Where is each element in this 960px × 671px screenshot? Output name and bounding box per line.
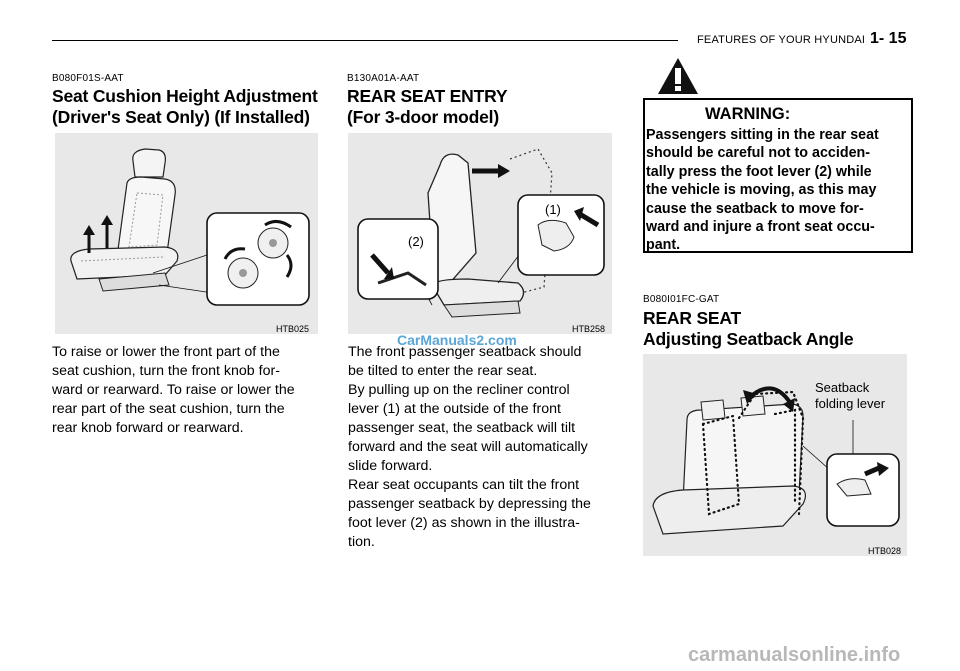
section-title (347, 86, 507, 128)
body-line: rear part of the seat cushion, turn the (52, 401, 285, 417)
title-line: Seat Cushion Height Adjustment (52, 86, 318, 106)
rear-seat-entry-illustration (348, 133, 612, 334)
title-line: (For 3-door model) (347, 107, 499, 127)
figure-code: HTB258 (572, 324, 606, 334)
body-line: passenger seat, the seatback will tilt (348, 420, 576, 436)
body-line: forward and the seat will automatically (348, 439, 588, 455)
title-line: (Driver's Seat Only) (If Installed) (52, 107, 310, 127)
figure-code: HTB028 (868, 546, 902, 556)
body-line: ward or rearward. To raise or lower the (52, 382, 295, 398)
section-code: B080I01FC-GAT (643, 294, 720, 305)
body-line: lever (1) at the outside of the front (348, 401, 561, 417)
body-line: rear knob forward or rearward. (52, 420, 244, 436)
header-rule (52, 40, 678, 41)
section-title (52, 86, 318, 128)
warning-line: should be careful not to acciden- (646, 145, 871, 162)
figure-label-recliner: (1) (545, 202, 561, 217)
seat-cushion-illustration (55, 133, 318, 334)
warning-line: cause the seatback to move for- (646, 200, 864, 217)
title-line: Adjusting Seatback Angle (643, 329, 854, 349)
warning-line: ward and injure a front seat occu- (646, 219, 875, 236)
section-title (643, 308, 853, 350)
body-line: Rear seat occupants can tilt the front (348, 477, 580, 493)
figure-code: HTB025 (276, 324, 310, 334)
body-line: be tilted to enter the rear seat. (348, 363, 538, 379)
warning-line: pant. (646, 237, 681, 254)
rear-seat-entry-figure (348, 133, 612, 334)
body-line: tion. (348, 534, 375, 550)
warning-line: Passengers sitting in the rear seat (646, 127, 879, 143)
warning-line: the vehicle is moving, as this may (646, 182, 877, 199)
watermark-carmanuals: CarManuals2.com (397, 332, 517, 348)
title-line: REAR SEAT (643, 308, 742, 328)
figure-label-line: Seatback (815, 380, 870, 395)
footer-watermark: carmanualsonline.info (688, 644, 901, 666)
header-section-title: FEATURES OF YOUR HYUNDAI (697, 34, 866, 46)
body-line: The front passenger seatback should (348, 344, 582, 360)
body-line: slide forward. (348, 458, 433, 474)
title-line: REAR SEAT ENTRY (347, 86, 508, 106)
seat-cushion-figure (55, 133, 318, 334)
body-line: passenger seatback by depressing the (348, 496, 591, 512)
figure-label-line: folding lever (815, 396, 886, 411)
exclamation-icon (656, 56, 700, 101)
page-number: 1- 15 (870, 30, 907, 47)
body-line: seat cushion, turn the front knob for- (52, 363, 280, 379)
warning-body (646, 126, 908, 255)
section-body (348, 343, 612, 552)
body-line: By pulling up on the recliner control (348, 382, 570, 398)
section-body (52, 343, 318, 438)
warning-title: WARNING: (705, 105, 791, 123)
body-line: foot lever (2) as shown in the illustra- (348, 515, 580, 531)
body-line: To raise or lower the front part of the (52, 344, 280, 360)
figure-label-folding-lever (815, 380, 885, 412)
section-code: B130A01A-AAT (347, 73, 420, 84)
warning-line: tally press the foot lever (2) while (646, 163, 872, 180)
section-code: B080F01S-AAT (52, 73, 124, 84)
figure-label-foot-lever: (2) (408, 234, 424, 249)
